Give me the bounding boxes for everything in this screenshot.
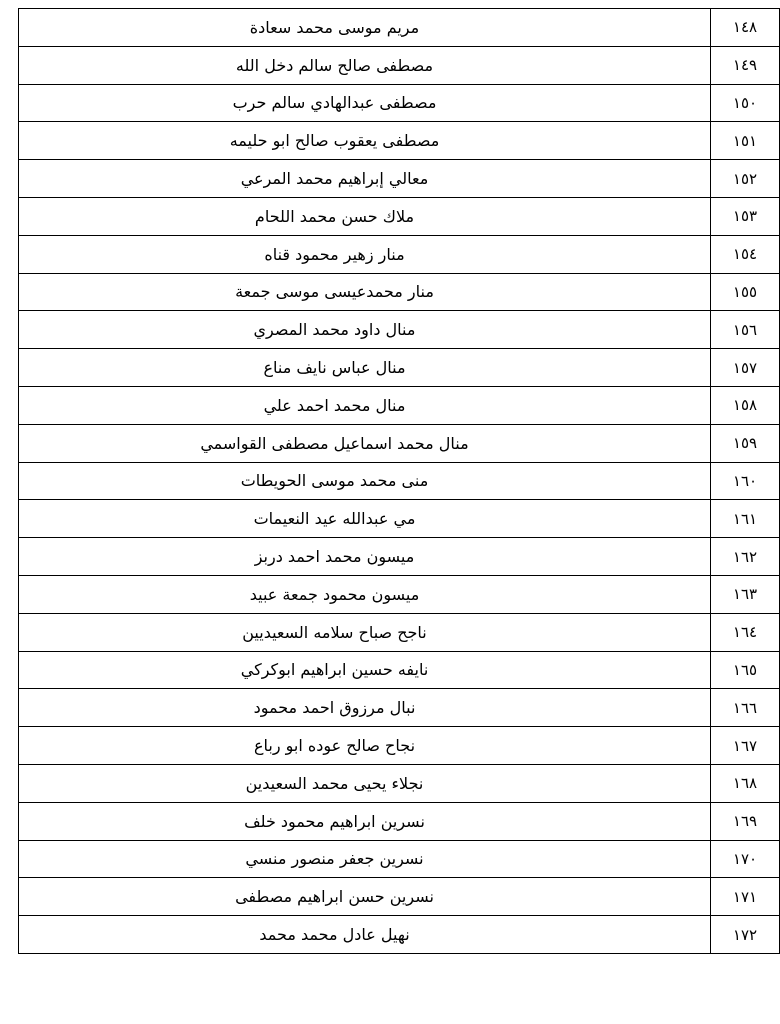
table-row xyxy=(19,651,780,689)
name-cell: مصطفى عبدالهادي سالم حرب xyxy=(19,84,711,122)
row-number-cell: ١٦٠ xyxy=(711,462,780,500)
table-row xyxy=(19,878,780,916)
name-cell: نسرين جعفر منصور منسي xyxy=(19,840,711,878)
table-row xyxy=(19,197,780,235)
row-number-cell: ١٥٦ xyxy=(711,311,780,349)
table-row xyxy=(19,462,780,500)
table-row xyxy=(19,386,780,424)
table-row xyxy=(19,840,780,878)
name-cell: نسرين ابراهيم محمود خلف xyxy=(19,802,711,840)
name-cell: منى محمد موسى الحويطات xyxy=(19,462,711,500)
name-cell: منال داود محمد المصري xyxy=(19,311,711,349)
row-number-cell: ١٥٤ xyxy=(711,235,780,273)
row-number-cell: ١٧٠ xyxy=(711,840,780,878)
row-number-cell: ١٧١ xyxy=(711,878,780,916)
name-cell: معالي إبراهيم محمد المرعي xyxy=(19,160,711,198)
table-row xyxy=(19,311,780,349)
table-row xyxy=(19,46,780,84)
table-row xyxy=(19,916,780,954)
row-number-cell: ١٦٧ xyxy=(711,727,780,765)
table-row xyxy=(19,122,780,160)
row-number-cell: ١٦٣ xyxy=(711,575,780,613)
table-row xyxy=(19,273,780,311)
table-row xyxy=(19,538,780,576)
table-row xyxy=(19,160,780,198)
name-cell: نبال مرزوق احمد محمود xyxy=(19,689,711,727)
table-row xyxy=(19,575,780,613)
table-row xyxy=(19,613,780,651)
names-table-body xyxy=(19,9,780,954)
row-number-cell: ١٦١ xyxy=(711,500,780,538)
row-number-cell: ١٥٨ xyxy=(711,386,780,424)
table-row xyxy=(19,500,780,538)
roster-sheet xyxy=(18,8,758,954)
row-number-cell: ١٦٤ xyxy=(711,613,780,651)
table-row xyxy=(19,764,780,802)
name-cell: منار محمدعيسى موسى جمعة xyxy=(19,273,711,311)
row-number-cell: ١٧٢ xyxy=(711,916,780,954)
name-cell: مصطفى صالح سالم دخل الله xyxy=(19,46,711,84)
name-cell: ملاك حسن محمد اللحام xyxy=(19,197,711,235)
row-number-cell: ١٤٩ xyxy=(711,46,780,84)
table-row xyxy=(19,235,780,273)
row-number-cell: ١٦٥ xyxy=(711,651,780,689)
name-cell: ميسون محمد احمد دربز xyxy=(19,538,711,576)
row-number-cell: ١٥٣ xyxy=(711,197,780,235)
name-cell: منار زهير محمود قناه xyxy=(19,235,711,273)
name-cell: نجلاء يحيى محمد السعيدين xyxy=(19,764,711,802)
row-number-cell: ١٦٦ xyxy=(711,689,780,727)
table-row xyxy=(19,424,780,462)
names-table xyxy=(18,8,780,954)
name-cell: نجاح صالح عوده ابو رباع xyxy=(19,727,711,765)
table-row xyxy=(19,802,780,840)
table-row xyxy=(19,689,780,727)
name-cell: نهيل عادل محمد محمد xyxy=(19,916,711,954)
name-cell: مريم موسى محمد سعادة xyxy=(19,9,711,47)
name-cell: مي عبدالله عيد النعيمات xyxy=(19,500,711,538)
row-number-cell: ١٥٢ xyxy=(711,160,780,198)
row-number-cell: ١٦٨ xyxy=(711,764,780,802)
name-cell: منال محمد احمد علي xyxy=(19,386,711,424)
table-row xyxy=(19,84,780,122)
table-row xyxy=(19,9,780,47)
row-number-cell: ١٤٨ xyxy=(711,9,780,47)
name-cell: منال عباس نايف مناع xyxy=(19,349,711,387)
row-number-cell: ١٥٥ xyxy=(711,273,780,311)
row-number-cell: ١٥٩ xyxy=(711,424,780,462)
row-number-cell: ١٥٧ xyxy=(711,349,780,387)
name-cell: مصطفى يعقوب صالح ابو حليمه xyxy=(19,122,711,160)
name-cell: منال محمد اسماعيل مصطفى القواسمي xyxy=(19,424,711,462)
name-cell: نسرين حسن ابراهيم مصطفى xyxy=(19,878,711,916)
table-row xyxy=(19,349,780,387)
name-cell: ميسون محمود جمعة عبيد xyxy=(19,575,711,613)
row-number-cell: ١٦٩ xyxy=(711,802,780,840)
name-cell: ناجح صباح سلامه السعيديين xyxy=(19,613,711,651)
row-number-cell: ١٥٠ xyxy=(711,84,780,122)
table-row xyxy=(19,727,780,765)
row-number-cell: ١٦٢ xyxy=(711,538,780,576)
name-cell: نايفه حسين ابراهيم ابوكركي xyxy=(19,651,711,689)
row-number-cell: ١٥١ xyxy=(711,122,780,160)
